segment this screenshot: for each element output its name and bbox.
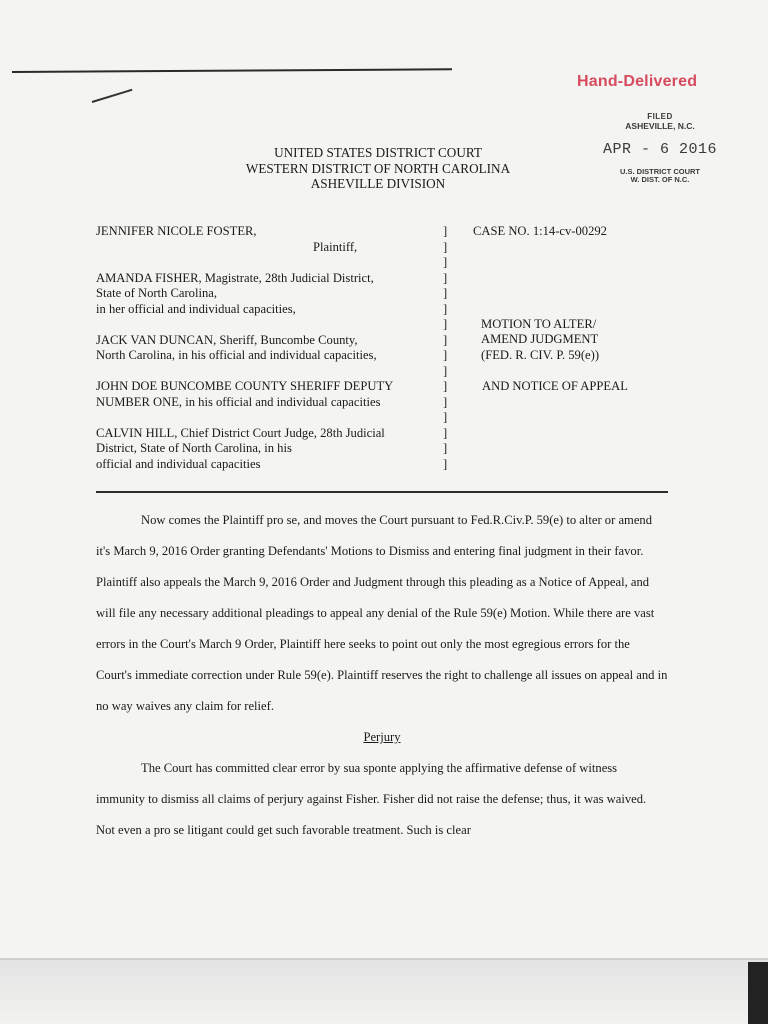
section-heading-perjury: Perjury: [363, 730, 401, 744]
defendant-line: CALVIN HILL, Chief District Court Judge, 28th Judicial: [96, 425, 385, 440]
court-heading-line2: WESTERN DISTRICT OF NORTH CAROLINA: [245, 160, 511, 176]
hand-delivered-stamp: Hand-Delivered: [577, 73, 698, 90]
page-top-edge: [12, 68, 452, 73]
defendant-line: in her official and individual capacities,: [96, 301, 296, 316]
party-defendant-duncan: [96, 333, 446, 364]
body-paragraph-perjury: The Court has committed clear error by sua sponte applying the affirmative defense of witness immunity to dismiss all claims of perjury against Fisher. Fisher did not raise the defense; thus, it was waived. Not even a pro se litigant could get such favorable treatment. Such is clear: [96, 761, 647, 837]
filed-court-line2: W. DIST. OF N.C.: [630, 175, 690, 184]
filed-city: ASHEVILLE, N.C.: [625, 121, 695, 131]
party-defendant-doe: [96, 379, 446, 410]
defendant-line: District, State of North Carolina, in his: [96, 441, 292, 455]
motion-body: [96, 505, 668, 846]
court-heading-line3: ASHEVILLE DIVISION: [310, 176, 446, 191]
court-heading: [210, 145, 546, 192]
case-number: CASE NO. 1:14-cv-00292: [473, 224, 607, 238]
motion-title-line: AMEND JUDGMENT: [481, 332, 599, 346]
case-caption-parties: [96, 224, 446, 488]
defendant-line: AMANDA FISHER, Magistrate, 28th Judicial District,: [96, 270, 374, 285]
motion-title: [473, 317, 673, 364]
defendant-line: NUMBER ONE, in his official and individual capacities: [96, 394, 381, 409]
defendant-line: official and individual capacities: [96, 456, 261, 471]
defendant-line: State of North Carolina,: [96, 286, 218, 300]
caption-divider: [96, 491, 668, 493]
defendant-line: JACK VAN DUNCAN, Sheriff, Buncombe County,: [96, 332, 358, 347]
notice-of-appeal-title: AND NOTICE OF APPEAL: [482, 378, 628, 393]
page-bottom-margin: [0, 958, 768, 1024]
defendant-line: JOHN DOE BUNCOMBE COUNTY SHERIFF DEPUTY: [96, 379, 394, 393]
filed-stamp: [600, 112, 720, 184]
scan-edge-shadow: [748, 962, 768, 1024]
plaintiff-name: JENNIFER NICOLE FOSTER,: [96, 224, 257, 238]
filed-label: FILED: [647, 112, 673, 121]
page-bottom-edge: [0, 958, 768, 960]
plaintiff-role: Plaintiff,: [313, 239, 358, 254]
party-defendant-hill: [96, 426, 446, 473]
body-paragraph-intro: Now comes the Plaintiff pro se, and moves the Court pursuant to Fed.R.Civ.P. 59(e) to alter or amend it's March 9, 2016 Order granting Defendants' Motions to Dismiss and entering final judgment in their favor. Plaintiff also appeals the March 9, 2016 Order and Judgment through this pleading as a Notice of Appeal, and will file any necessary additional pleadings to appeal any denial of the Rule 59(e) Motion. While there are vast errors in the Court's March 9 Order, Plaintiff here seeks to point out only the most egregious errors for the Court's immediate correction under Rule 59(e). Plaintiff reserves the right to challenge all issues on appeal and in no way waives any claim for relief.: [96, 513, 668, 713]
defendant-line: North Carolina, in his official and individual capacities,: [96, 348, 377, 362]
filed-date: APR - 6 2016: [602, 141, 718, 158]
caption-brackets: ] ] ] ] ] ] ] ] ] ] ] ] ] ] ] ]: [443, 224, 448, 471]
court-heading-line1: UNITED STATES DISTRICT COURT: [274, 145, 482, 160]
filed-court: [600, 168, 720, 184]
party-defendant-fisher: [96, 271, 446, 318]
filed-court-line1: U.S. DISTRICT COURT: [620, 167, 700, 176]
pen-mark: [92, 89, 133, 103]
motion-title-line: MOTION TO ALTER/: [481, 316, 597, 331]
motion-title-line: (FED. R. CIV. P. 59(e)): [481, 347, 600, 362]
case-caption-right: [473, 224, 673, 394]
party-plaintiff: [96, 224, 446, 255]
